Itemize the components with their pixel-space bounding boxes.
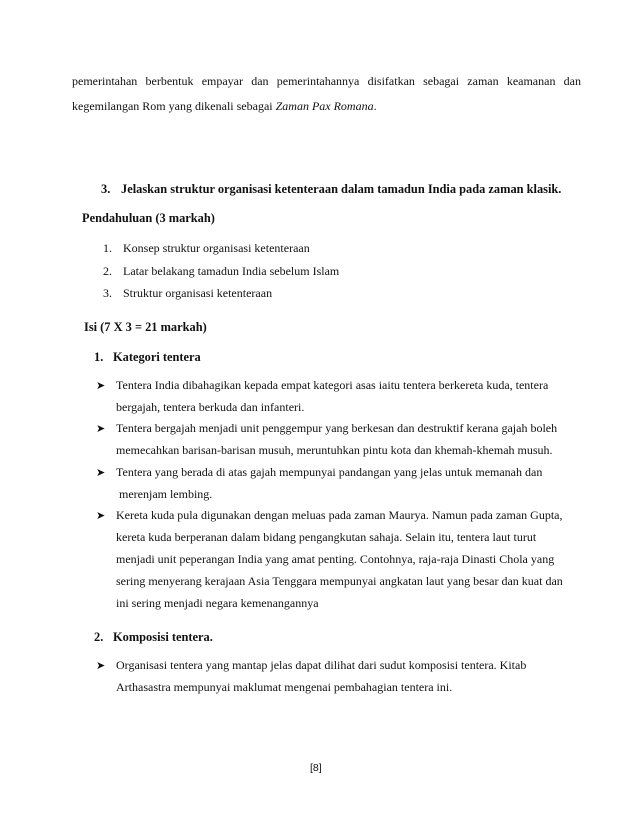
intro-paragraph xyxy=(72,69,581,94)
pendahuluan-item-num: 3. xyxy=(103,286,112,300)
pendahuluan-item-num: 1. xyxy=(103,241,112,255)
bullet-line: Arthasastra mempunyai maklumat mengenai pembahagian tentera ini. xyxy=(116,680,453,694)
bullet-line: Organisasi tentera yang mantap jelas dapat dilihat dari sudut komposisi tentera. Kitab xyxy=(116,658,527,672)
bullet-line: kereta kuda berperanan dalam bidang pengangkutan sahaja. Selain itu, tentera laut turut xyxy=(116,530,537,544)
intro-line-2-end: . xyxy=(373,99,377,113)
intro-line-1: pemerintahan berbentuk empayar dan pemerintahannya disifatkan sebagai zaman keamanan dan xyxy=(72,74,581,88)
section-title: Kategori tentera xyxy=(113,350,201,364)
intro-line-2-text: kegemilangan Rom yang dikenali sebagai xyxy=(72,99,276,113)
pendahuluan-item-text: Latar belakang tamadun India sebelum Islam xyxy=(123,264,340,278)
section-number: 2. xyxy=(94,630,104,644)
bullet-line: merenjam lembing. xyxy=(116,487,213,501)
bullet-line: memecahkan barisan-barisan musuh, meruntuhkan pintu kota dan khemah-khemah musuh. xyxy=(116,443,553,457)
arrow-bullet-icon: ➤ xyxy=(96,509,106,522)
intro-line-2 xyxy=(72,94,377,119)
arrow-bullet-icon: ➤ xyxy=(96,422,106,435)
bullet-line: Tentera India dibahagikan kepada empat kategori asas iaitu tentera berkereta kuda, tentera xyxy=(116,378,549,392)
question-number: 3. xyxy=(101,182,111,196)
page-number: [8] xyxy=(310,762,322,774)
section-number: 1. xyxy=(94,350,104,364)
pendahuluan-item-text: Struktur organisasi ketenteraan xyxy=(123,286,273,300)
arrow-bullet-icon: ➤ xyxy=(96,466,106,479)
pendahuluan-item-num: 2. xyxy=(103,264,112,278)
bullet-line: sering menyerang kerajaan Asia Tenggara mempunyai angkatan laut yang besar dan kuat dan xyxy=(116,574,563,588)
bullet-line: bergajah, tentera berkuda dan infanteri. xyxy=(116,400,305,414)
section-title: Komposisi tentera. xyxy=(113,630,213,644)
pax-romana-term: Zaman Pax Romana xyxy=(275,99,374,113)
bullet-line: Tentera bergajah menjadi unit penggempur yang berkesan dan destruktif kerana gajah boleh xyxy=(116,421,558,435)
bullet-line: Tentera yang berada di atas gajah mempunyai pandangan yang jelas untuk memanah dan xyxy=(116,465,543,479)
pendahuluan-heading: Pendahuluan (3 markah) xyxy=(82,211,215,225)
bullet-line: ini sering menjadi negara kemenangannya xyxy=(116,596,319,610)
bullet-line: menjadi unit peperangan India yang amat penting. Contohnya, raja-raja Dinasti Chola yang xyxy=(116,552,555,566)
bullet-line: Kereta kuda pula digunakan dengan meluas pada zaman Maurya. Namun pada zaman Gupta, xyxy=(116,508,563,522)
question-text: Jelaskan struktur organisasi ketenteraan dalam tamadun India pada zaman klasik. xyxy=(121,182,562,196)
isi-heading: Isi (7 X 3 = 21 markah) xyxy=(84,320,207,334)
arrow-bullet-icon: ➤ xyxy=(96,659,106,672)
pendahuluan-item-text: Konsep struktur organisasi ketenteraan xyxy=(123,241,310,255)
arrow-bullet-icon: ➤ xyxy=(96,379,106,392)
